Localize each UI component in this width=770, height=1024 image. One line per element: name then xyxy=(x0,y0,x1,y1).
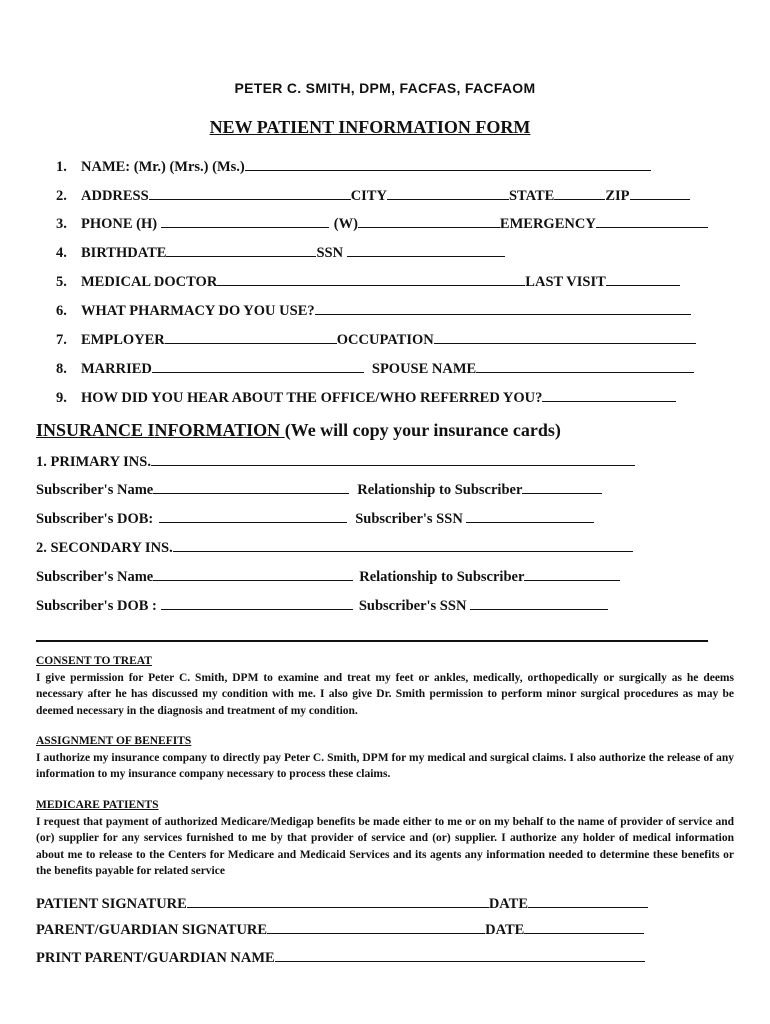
secondary-ins-label: 2. SECONDARY INS. xyxy=(36,540,173,556)
insurance-note: (We will copy your insurance cards) xyxy=(284,420,561,440)
married-label: MARRIED xyxy=(81,361,152,377)
secondary-ins-field[interactable] xyxy=(173,540,633,552)
form-title: NEW PATIENT INFORMATION FORM xyxy=(209,117,531,137)
guardian-signature-label: PARENT/GUARDIAN SIGNATURE xyxy=(36,922,268,938)
date-label: DATE xyxy=(485,922,525,938)
question-name: 1. NAME: (Mr.) (Mrs.) (Ms.) xyxy=(56,159,651,176)
consent-title: CONSENT TO TREAT xyxy=(36,655,152,667)
doctor-name-header: PETER C. SMITH, DPM, FACFAS, FACFAOM xyxy=(234,80,536,96)
emergency-label: EMERGENCY xyxy=(499,216,596,232)
birthdate-label: BIRTHDATE xyxy=(81,245,167,261)
last-visit-field[interactable] xyxy=(606,274,680,286)
question-married: 8. MARRIED SPOUSE NAME xyxy=(56,361,694,378)
pharmacy-label: WHAT PHARMACY DO YOU USE? xyxy=(81,303,315,319)
question-employer: 7. EMPLOYER OCCUPATION xyxy=(56,332,696,349)
spouse-name-label: SPOUSE NAME xyxy=(371,361,477,377)
primary-subscriber-dob-row xyxy=(36,511,594,528)
guardian-date-field[interactable] xyxy=(524,922,644,934)
married-field[interactable] xyxy=(152,361,364,373)
emergency-field[interactable] xyxy=(596,216,708,228)
city-field[interactable] xyxy=(387,188,509,200)
state-field[interactable] xyxy=(554,188,605,200)
birthdate-field[interactable] xyxy=(166,245,316,257)
secondary-subscriber-name-row xyxy=(36,569,620,586)
print-guardian-name-label: PRINT PARENT/GUARDIAN NAME xyxy=(36,950,275,966)
name-label: NAME: (Mr.) (Mrs.) (Ms.) xyxy=(81,159,245,175)
spouse-name-field[interactable] xyxy=(476,361,694,373)
primary-relationship-field[interactable] xyxy=(522,482,602,494)
question-referral: 9. HOW DID YOU HEAR ABOUT THE OFFICE/WHO REFERRED YOU? xyxy=(56,390,676,407)
patient-signature-field[interactable] xyxy=(187,896,489,908)
question-address: 2. ADDRESS CITY STATE ZIP xyxy=(56,188,690,205)
address-label: ADDRESS xyxy=(81,188,149,204)
guardian-signature-row xyxy=(36,922,644,939)
secondary-subscriber-name-field[interactable] xyxy=(153,569,353,581)
print-guardian-name-row xyxy=(36,950,645,967)
employer-label: EMPLOYER xyxy=(81,332,165,348)
ssn-label: SSN xyxy=(316,245,347,261)
assignment-title: ASSIGNMENT OF BENEFITS xyxy=(36,735,192,747)
primary-ins-label: 1. PRIMARY INS. xyxy=(36,454,151,470)
patient-date-field[interactable] xyxy=(528,896,648,908)
secondary-ins-row xyxy=(36,540,633,557)
section-divider xyxy=(36,640,708,642)
primary-subscriber-name-row xyxy=(36,482,602,499)
primary-subscriber-name-field[interactable] xyxy=(153,482,349,494)
pharmacy-field[interactable] xyxy=(315,303,691,315)
medical-doctor-field[interactable] xyxy=(217,274,525,286)
subscriber-ssn-label: Subscriber's SSN xyxy=(358,598,471,614)
primary-subscriber-dob-field[interactable] xyxy=(159,511,347,523)
relationship-label: Relationship to Subscriber xyxy=(359,569,525,585)
subscriber-dob-label: Subscriber's DOB: xyxy=(36,511,154,527)
secondary-subscriber-dob-row xyxy=(36,598,608,615)
occupation-field[interactable] xyxy=(434,332,696,344)
primary-subscriber-ssn-field[interactable] xyxy=(466,511,594,523)
insurance-title: INSURANCE INFORMATION xyxy=(36,420,281,440)
phone-work-field[interactable] xyxy=(358,216,500,228)
subscriber-name-label: Subscriber's Name xyxy=(36,569,154,585)
subscriber-name-label: Subscriber's Name xyxy=(36,482,154,498)
medical-doctor-label: MEDICAL DOCTOR xyxy=(81,274,218,290)
city-label: CITY xyxy=(350,188,387,204)
question-pharmacy: 6. WHAT PHARMACY DO YOU USE? xyxy=(56,303,691,320)
name-field[interactable] xyxy=(245,159,651,171)
state-label: STATE xyxy=(508,188,555,204)
phone-home-label: PHONE (H) xyxy=(81,216,161,232)
relationship-label: Relationship to Subscriber xyxy=(357,482,523,498)
referral-label: HOW DID YOU HEAR ABOUT THE OFFICE/WHO REFERRED YOU? xyxy=(81,390,543,406)
primary-ins-row xyxy=(36,454,635,471)
primary-ins-field[interactable] xyxy=(151,454,635,466)
assignment-text: I authorize my insurance company to directly pay Peter C. Smith, DPM for my medical and surgical claims. I also authorize the release of any information to my insurance company necessary to process these claims. xyxy=(36,752,734,781)
employer-field[interactable] xyxy=(165,332,337,344)
print-guardian-name-field[interactable] xyxy=(275,950,645,962)
phone-work-label: (W) xyxy=(333,216,358,232)
date-label: DATE xyxy=(488,896,529,912)
secondary-subscriber-dob-field[interactable] xyxy=(161,598,353,610)
question-medical-doctor: 5. MEDICAL DOCTOR LAST VISIT xyxy=(56,274,680,291)
address-field[interactable] xyxy=(149,188,351,200)
phone-home-field[interactable] xyxy=(161,216,329,228)
consent-text: I give permission for Peter C. Smith, DPM to examine and treat my feet or ankles, medically, orthopedically or surgically as he deems necessary after he has discussed my condition with me. I also give Dr. Smith permission to perform minor surgical procedures as may be deemed necessary in the diagnosis and treatment of my condition. xyxy=(36,672,734,717)
zip-field[interactable] xyxy=(630,188,690,200)
subscriber-ssn-label: Subscriber's SSN xyxy=(355,511,467,527)
last-visit-label: LAST VISIT xyxy=(525,274,606,290)
secondary-subscriber-ssn-field[interactable] xyxy=(470,598,608,610)
question-phone: 3. PHONE (H) (W) EMERGENCY xyxy=(56,216,708,233)
guardian-signature-field[interactable] xyxy=(267,922,485,934)
zip-label: ZIP xyxy=(605,188,630,204)
patient-signature-label: PATIENT SIGNATURE xyxy=(36,896,187,912)
occupation-label: OCCUPATION xyxy=(336,332,434,348)
secondary-relationship-field[interactable] xyxy=(524,569,620,581)
medicare-text: I request that payment of authorized Medicare/Medigap benefits be made either to me or on my behalf to the name of provider of service and (or) supplier for any services furnished to me by that provider of service and (or) supplier. I authorize any holder of medical information about me to release to the Centers for Medicare and Medicaid Services and its agents any information needed to determine these benefits or the benefits payable for related service xyxy=(36,816,734,877)
question-birthdate: 4. BIRTHDATE SSN xyxy=(56,245,505,262)
referral-field[interactable] xyxy=(542,390,676,402)
ssn-field[interactable] xyxy=(347,245,505,257)
subscriber-dob-label: Subscriber's DOB : xyxy=(36,598,157,614)
patient-signature-row xyxy=(36,896,648,913)
insurance-heading xyxy=(36,420,561,441)
medicare-title: MEDICARE PATIENTS xyxy=(36,799,159,811)
